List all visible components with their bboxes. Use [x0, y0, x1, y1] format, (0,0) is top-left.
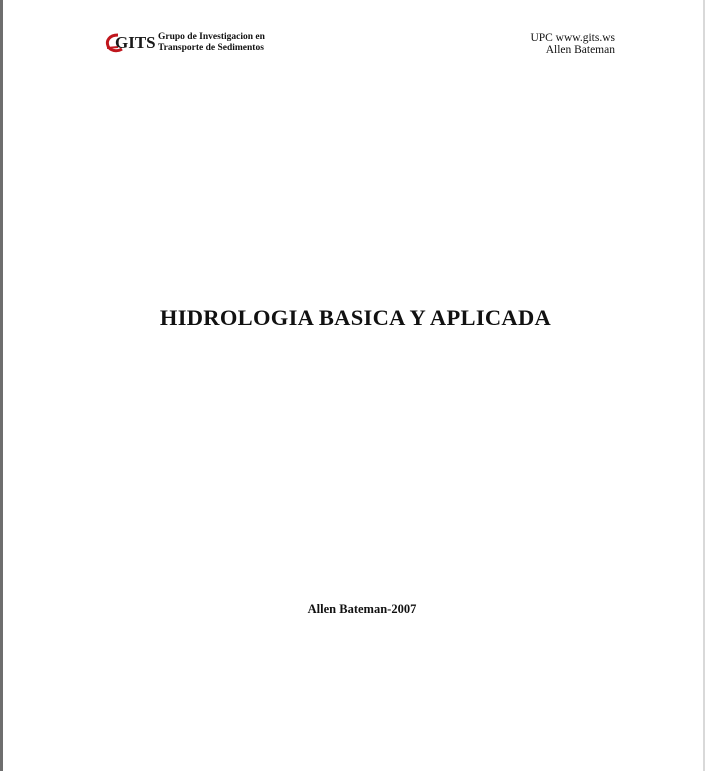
organization-name-line2: Transporte de Sedimentos	[158, 43, 264, 53]
header-organization	[104, 31, 265, 55]
header-website: UPC www.gits.ws	[530, 32, 615, 44]
document-page	[3, 0, 703, 771]
viewer-right-gutter	[705, 0, 713, 771]
document-title: HIDROLOGIA BASICA Y APLICADA	[159, 305, 552, 330]
gits-logo	[104, 31, 156, 55]
organization-name	[158, 32, 265, 54]
header-author: Allen Bateman	[545, 44, 615, 56]
document-author-year: Allen Bateman-2007	[307, 602, 417, 616]
organization-name-line1: Grupo de Investigacion en	[158, 32, 265, 42]
logo-text: GITS	[115, 33, 156, 52]
header-right-info	[530, 32, 615, 56]
